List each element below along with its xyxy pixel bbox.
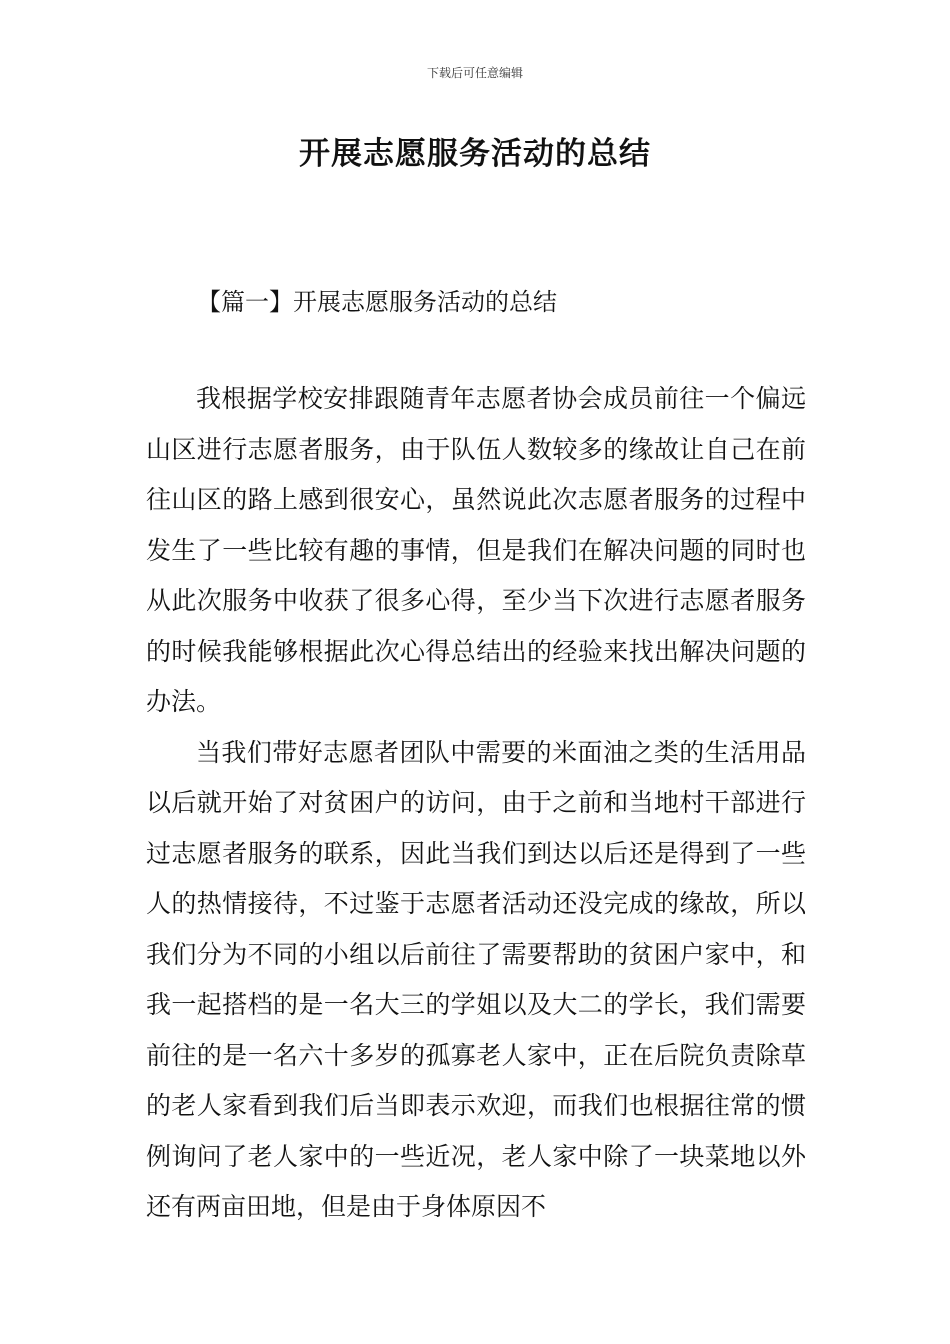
header-note: 下载后可任意编辑 <box>426 66 523 80</box>
section-heading: 【篇一】开展志愿服务活动的总结 <box>197 288 557 316</box>
paragraph-2: 当我们带好志愿者团队中需要的米面油之类的生活用品以后就开始了对贫困户的访问，由于之前和当地村干部进行过志愿者服务的联系，因此当我们到达以后还是得到了一些人的热情接待，不过鉴于志愿者活动还没完成的缘故，所以我们分为不同的小组以后前往了需要帮助的贫困户家中，和我一起搭档的是一名大三的学姐以及大二的学长，我们需要前往的是一名六十多岁的孤寡老人家中，正在后院负责除草的老人家看到我们后当即表示欢迎，而我们也根据往常的惯例询问了老人家中的一些近况，老人家中除了一块菜地以外还有两亩田地，但是由于身体原因不 <box>146 737 806 1221</box>
document-title: 开展志愿服务活动的总结 <box>299 136 651 172</box>
paragraph-1: 我根据学校安排跟随青年志愿者协会成员前往一个偏远山区进行志愿者服务，由于队伍人数较多的缘故让自己在前往山区的路上感到很安心，虽然说此次志愿者服务的过程中发生了一些比较有趣的事情，但是我们在解决问题的同时也从此次服务中收获了很多心得，至少当下次进行志愿者服务的时候我能够根据此次心得总结出的经验来找出解决问题的办法。 <box>146 384 806 716</box>
document-body <box>146 374 806 1233</box>
